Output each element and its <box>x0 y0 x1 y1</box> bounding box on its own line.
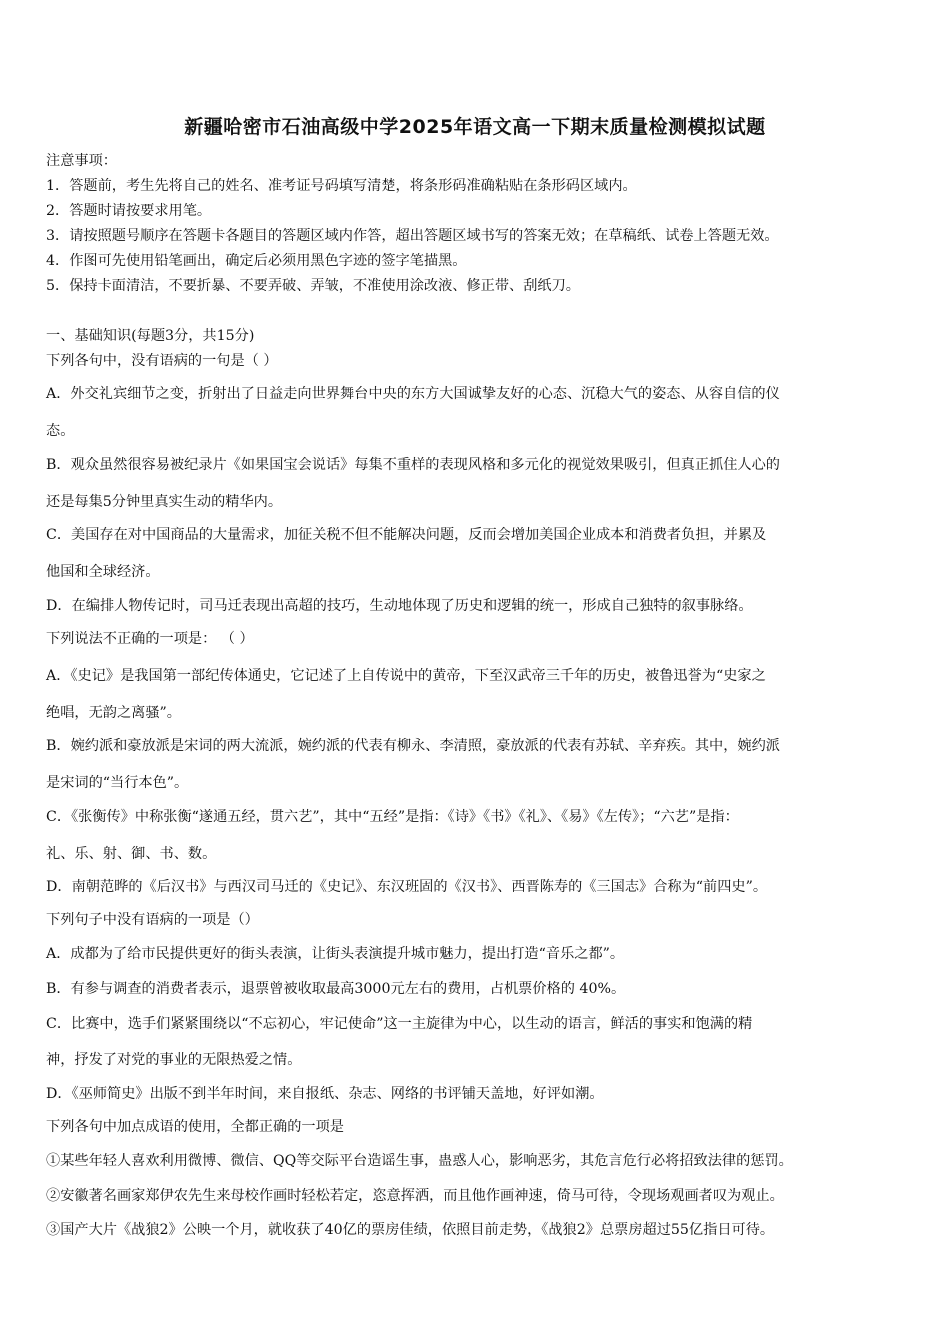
section-heading: 一、基础知识(每题3分，共15分) <box>46 328 255 344</box>
option-c-line: C．美国存在对中国商品的大量需求，加征关税不但不能解决问题，反而会增加美国企业成本和消费者负担，并累及 <box>46 527 767 543</box>
idiom-sentence: ②安徽著名画家郑伊农先生来母校作画时轻松若定，恣意挥洒，而且他作画神速，倚马可待，令现场观画者叹为观止。 <box>46 1188 784 1204</box>
option-b-line: 还是每集5分钟里真实生动的精华内。 <box>46 494 283 510</box>
notice-item: 5．保持卡面清洁，不要折暴、不要弄破、弄皱，不准使用涂改液、修正带、刮纸刀。 <box>46 278 580 294</box>
option-c-line: 神，抒发了对党的事业的无限热爱之情。 <box>46 1052 302 1068</box>
notice-item: 3．请按照题号顺序在答题卡各题目的答题区域内作答，超出答题区域书写的答案无效；在草稿纸、试卷上答题无效。 <box>46 228 779 244</box>
option-b-line: B．有参与调查的消费者表示，退票曾被收取最高3000元左右的费用，占机票价格的 40%。 <box>46 981 626 997</box>
idiom-sentence: ③国产大片《战狼2》公映一个月，就收获了40亿的票房佳绩，依照目前走势，《战狼2》总票房超过55亿指日可待。 <box>46 1222 775 1238</box>
question-stem: 下列各句中加点成语的使用，全都正确的一项是 <box>46 1119 344 1135</box>
notice-item: 2．答题时请按要求用笔。 <box>46 203 212 219</box>
option-c-line: C．比赛中，选手们紧紧围绕以“不忘初心，牢记使命”这一主旋律为中心，以生动的语言，鲜活的事实和饱满的精 <box>46 1016 753 1032</box>
option-c-line: C．《张衡传》中称张衡“遂通五经，贯六艺”，其中“五经”是指：《诗》《书》《礼》、《易》《左传》；“六艺”是指： <box>46 809 739 825</box>
idiom-sentence: ①某些年轻人喜欢利用微博、微信、QQ等交际平台造谣生事，蛊惑人心，影响恶劣，其危言危行必将招致法律的惩罚。 <box>46 1153 793 1169</box>
option-a-line: 绝唱，无韵之离骚”。 <box>46 705 181 721</box>
option-d-line: D．在编排人物传记时，司马迁表现出高超的技巧，生动地体现了历史和逻辑的统一，形成自己独特的叙事脉络。 <box>46 598 753 614</box>
notice-item: 4．作图可先使用铅笔画出，确定后必须用黑色字迹的签字笔描黑。 <box>46 253 467 269</box>
question-stem: 下列句子中没有语病的一项是（） <box>46 912 259 928</box>
notice-item: 1．答题前，考生先将自己的姓名、准考证号码填写清楚，将条形码准确粘贴在条形码区域内。 <box>46 178 637 194</box>
option-a-line: A．《史记》是我国第一部纪传体通史，它记述了上自传说中的黄帝，下至汉武帝三千年的历史，被鲁迅誉为“史家之 <box>46 668 766 684</box>
option-a-line: 态。 <box>46 423 75 439</box>
notice-heading: 注意事项： <box>46 153 117 169</box>
option-b-line: 是宋词的“当行本色”。 <box>46 775 189 791</box>
option-c-line: 他国和全球经济。 <box>46 564 160 580</box>
question-stem: 下列说法不正确的一项是： （ ） <box>46 631 254 647</box>
option-a-line: A．成都为了给市民提供更好的街头表演，让街头表演提升城市魅力，提出打造“音乐之都”。 <box>46 946 625 962</box>
option-b-line: B．观众虽然很容易被纪录片《如果国宝会说话》每集不重样的表现风格和多元化的视觉效果吸引，但真正抓住人心的 <box>46 457 780 473</box>
option-c-line: 礼、乐、射、御、书、数。 <box>46 846 217 862</box>
page-title: 新疆哈密市石油高级中学2025年语文高一下期末质量检测模拟试题 <box>184 116 766 138</box>
option-a-line: A．外交礼宾细节之变，折射出了日益走向世界舞台中央的东方大国诚挚友好的心态、沉稳大气的姿态、从容自信的仪 <box>46 386 780 402</box>
option-d-line: D．南朝范晔的《后汉书》与西汉司马迁的《史记》、东汉班固的《汉书》、西晋陈寿的《三国志》合称为“前四史”。 <box>46 879 768 895</box>
question-stem: 下列各句中，没有语病的一句是（ ） <box>46 353 278 369</box>
option-b-line: B．婉约派和豪放派是宋词的两大流派，婉约派的代表有柳永、李清照，豪放派的代表有苏轼、辛弃疾。其中，婉约派 <box>46 738 780 754</box>
option-d-line: D．《巫师简史》出版不到半年时间，来自报纸、杂志、网络的书评铺天盖地，好评如潮。 <box>46 1086 604 1102</box>
